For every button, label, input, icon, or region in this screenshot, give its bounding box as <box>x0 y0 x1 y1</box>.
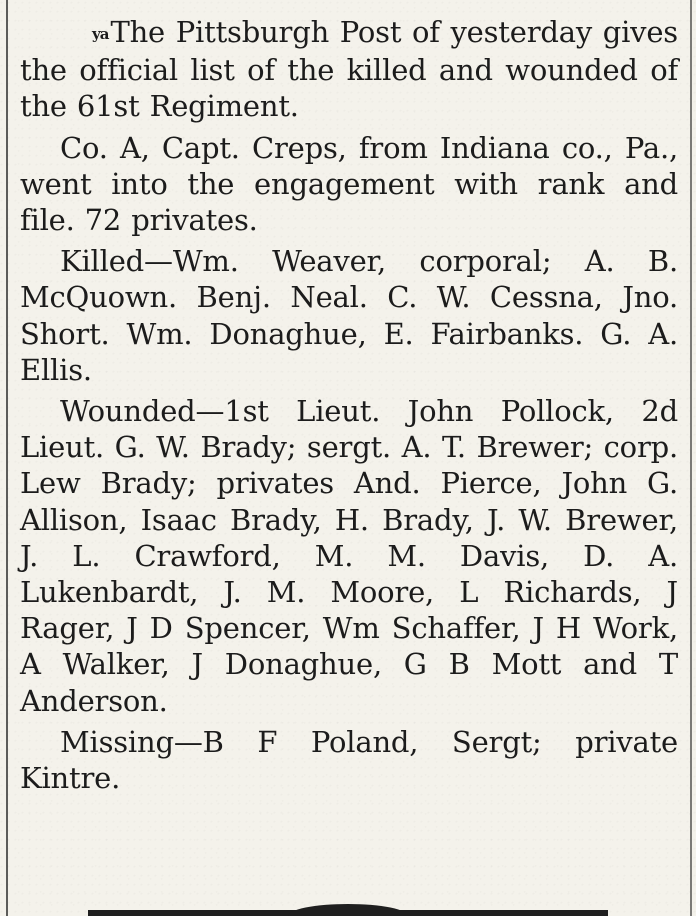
printer-mark: ya <box>92 25 109 43</box>
article-intro-text: The Pittsburgh Post of yesterday gives the official list of the killed and wounded of the 61st Regiment. <box>20 15 678 124</box>
wounded-paragraph: Wounded—1st Lieut. John Pollock, 2d Lieut. G. W. Brady; sergt. A. T. Brewer; corp. Lew Brady; privates And. Pierce, John G. Allison, Isaac Brady, H. Brady, J. W. Brewer, J. L. Crawford, M. M. Davis, D. A. Lukenbardt, J. M. Moore, L Richards, J Rager, J D Spencer, Wm Schaffer, J H Work, A Walker, J Donaghue, G B Mott and T Anderson. <box>20 394 678 718</box>
bottom-ornament-rule <box>60 904 636 916</box>
ornament-left-bar <box>88 910 298 916</box>
article-body <box>20 14 678 796</box>
missing-paragraph: Missing—B F Poland, Sergt; private Kintre. <box>20 724 678 796</box>
clipping-right-border <box>690 0 692 916</box>
killed-paragraph: Killed—Wm. Weaver, corporal; A. B. McQuown. Benj. Neal. C. W. Cessna, Jno. Short. Wm. Donaghue, E. Fairbanks. G. A. Ellis. <box>20 244 678 387</box>
article-intro-paragraph <box>20 14 678 125</box>
ornament-right-bar <box>398 910 608 916</box>
company-paragraph: Co. A, Capt. Creps, from Indiana co., Pa., went into the engagement with rank and file. 72 privates. <box>20 130 678 238</box>
ornament-center <box>288 904 408 916</box>
clipping-left-border <box>6 0 8 916</box>
